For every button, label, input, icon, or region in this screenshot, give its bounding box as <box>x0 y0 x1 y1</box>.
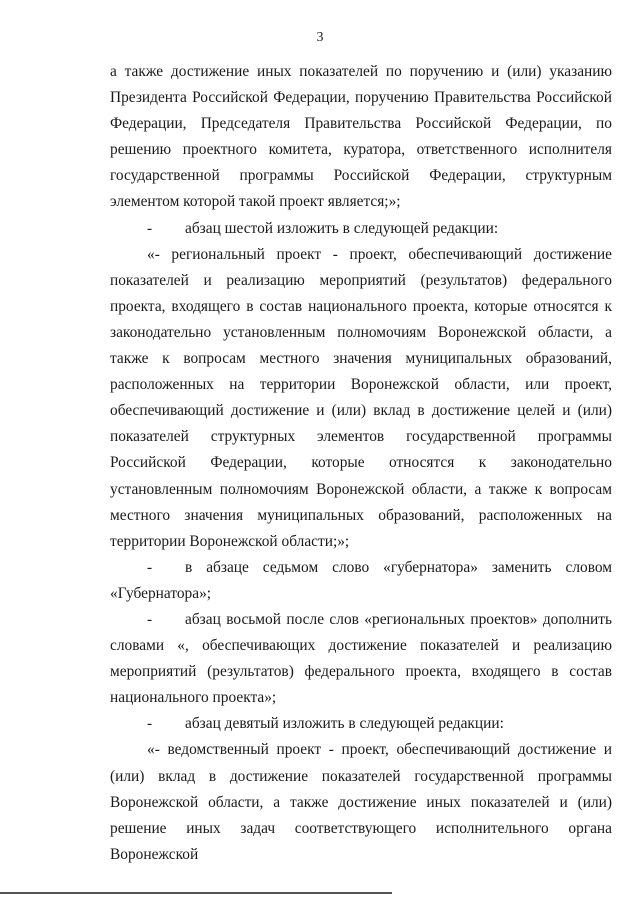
dash-marker: - <box>147 558 153 576</box>
list-item-amendment <box>110 216 612 242</box>
dash-marker: - <box>147 715 153 733</box>
document-body <box>110 59 612 868</box>
paragraph-text: «- ведомственный проект - проект, обеспечивающий достижение и (или) вклад в достижение показателей государственной программы Воронежской области, а также достижение иных показателей и (или) решение иных задач соответствующего исполнительного органа Воронежской <box>110 741 612 863</box>
list-item-text: абзац девятый изложить в следующей редакции: <box>185 715 504 733</box>
paragraph-quoted-definition <box>110 242 612 555</box>
dash-marker: - <box>147 219 153 237</box>
list-item-amendment <box>110 711 612 737</box>
list-item-amendment <box>110 555 612 607</box>
list-item-text: абзац восьмой после слов «региональных проектов» дополнить словами «, обеспечивающих достижение показателей и реализацию мероприятий (результатов) федерального проекта, входящего в состав национального проекта»; <box>110 610 612 707</box>
page-number: 3 <box>316 30 324 45</box>
footer-divider <box>0 892 392 894</box>
list-item-text: в абзаце седьмом слово «губернатора» заменить словом «Губернатора»; <box>110 558 612 602</box>
paragraph-text: а также достижение иных показателей по поручению и (или) указанию Президента Российской Федерации, поручению Правительства Российской Федерации, Председателя Правительства Российской Федерации, по решению проектного комитета, куратора, ответственного исполнителя государственной программы Российской Федерации, структурным элементом которой такой проект является;»; <box>110 63 612 211</box>
list-item-amendment <box>110 607 612 711</box>
dash-marker: - <box>147 610 153 628</box>
paragraph-continuation <box>110 59 612 216</box>
list-item-text: абзац шестой изложить в следующей редакции: <box>185 219 499 237</box>
paragraph-text: «- региональный проект - проект, обеспечивающий достижение показателей и реализацию мероприятий (результатов) федерального проекта, входящего в состав национального проекта, которые относятся к законодательно установленным полномочиям Воронежской области, а также к вопросам местного значения муниципальных образований, расположенных на территории Воронежской области, или проект, обеспечивающий достижение и (или) вклад в достижение целей и (или) показателей структурных элементов государственной программы Российской Федерации, которые относятся к законодательно установленным полномочиям Воронежской области, а также к вопросам местного значения муниципальных образований, расположенных на территории Воронежской области;»; <box>110 245 612 550</box>
paragraph-quoted-definition <box>110 737 612 867</box>
